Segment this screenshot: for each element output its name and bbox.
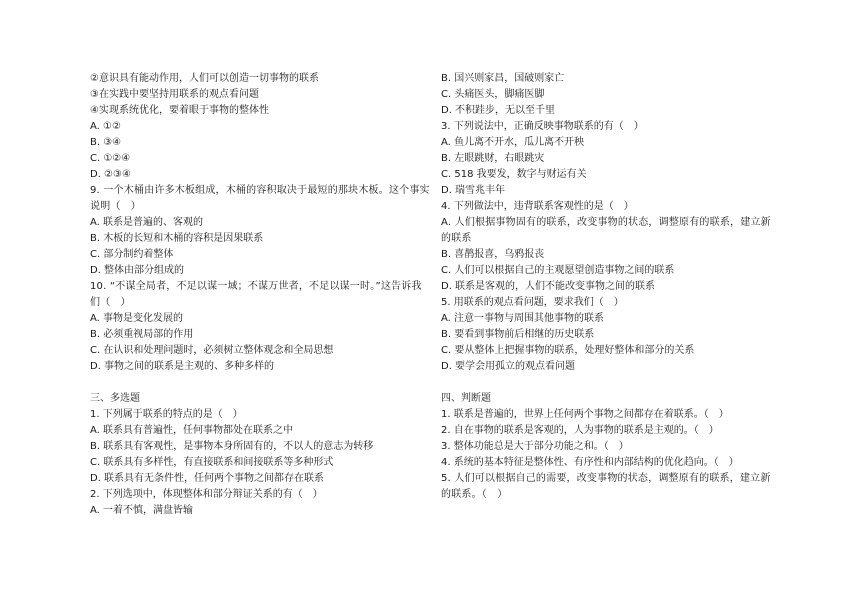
section-title-multiple-choice: 三、多选题 [90,393,140,404]
question-stem: 2. 下列选项中，体现整体和部分辩证关系的有（ ） [90,489,323,500]
question-stem: 4. 下列做法中，违背联系客观性的是（ ） [441,201,634,212]
choice-a: A. 人们根据事物固有的联系，改变事物的状态，调整原有的联系，建立新的联系 [441,217,771,244]
choice-d: D. 联系是客观的，人们不能改变事物之间的联系 [441,281,656,292]
question-9-stem: 9. 一个木桶由许多木板组成，木桶的容积取决于最短的那块木板。这个事实说明（ ） [90,185,430,212]
judgement-item: 2. 自在事物的联系是客观的，人为事物的联系是主观的。（ ） [441,425,719,436]
choice-a: A. 联系是普遍的、客观的 [90,217,204,228]
choice-c: C. 518 我要发，数字与财运有关 [441,169,587,180]
option-line: ③在实践中要坚持用联系的观点看问题 [90,89,259,100]
choice-b: B. 喜鹊报喜，乌鸦报丧 [441,249,545,260]
choice-c: C. 头痛医头，脚痛医脚 [441,89,545,100]
choice-a: A. 注意一事物与周围其他事物的联系 [441,313,605,324]
choice-d: D. 联系具有无条件性，任何两个事物之间都存在联系 [90,473,325,484]
section-title-true-false: 四、判断题 [441,393,491,404]
choice-a: A. 一着不慎，满盘皆输 [90,505,194,516]
judgement-item: 3. 整体功能总是大于部分功能之和。（ ） [441,441,629,452]
choice-c: C. 人们可以根据自己的主观愿望创造事物之间的联系 [441,265,675,276]
choice-b: B. 联系具有客观性，是事物本身所固有的，不以人的意志为转移 [90,441,374,452]
choice-c: C. ①②④ [90,153,131,164]
choice-a: A. 鱼儿离不开水，瓜儿离不开秧 [441,137,585,148]
spacer [90,375,430,391]
choice-c: C. 在认识和处理问题时，必须树立整体观念和全局思想 [90,345,334,356]
right-column [441,71,776,503]
choice-a: A. 事物是变化发展的 [90,313,184,324]
choice-d: D. 要学会用孤立的观点看问题 [441,361,576,372]
question-10-stem: 10. “不谋全局者，不足以谋一域；不谋万世者，不足以谋一时。”这告诉我们（ ） [90,281,422,308]
choice-a: A. ①② [90,121,121,132]
choice-d: D. ②③④ [90,169,131,180]
choice-d: D. 瑞雪兆丰年 [441,185,506,196]
choice-b: B. 要看到事物前后相继的历史联系 [441,329,595,340]
left-column [90,71,430,519]
question-stem: 5. 用联系的观点看问题，要求我们（ ） [441,297,624,308]
choice-c: C. 联系具有多样性，有直接联系和间接联系等多种形式 [90,457,334,468]
choice-d: D. 不积跬步，无以至千里 [441,105,556,116]
choice-d: D. 事物之间的联系是主观的、多种多样的 [90,361,275,372]
choice-b: B. 左眼跳财，右眼跳灾 [441,153,545,164]
choice-d: D. 整体由部分组成的 [90,265,185,276]
choice-c: C. 部分制约着整体 [90,249,174,260]
question-stem: 1. 下列属于联系的特点的是（ ） [90,409,243,420]
judgement-item: 4. 系统的基本特征是整体性、有序性和内部结构的优化趋向。（ ） [441,457,739,468]
option-line: ②意识具有能动作用，人们可以创造一切事物的联系 [90,73,319,84]
option-line: ④实现系统优化，要着眼于事物的整体性 [90,105,269,116]
choice-b: B. ③④ [90,137,122,148]
choice-b: B. 必须重视局部的作用 [90,329,194,340]
judgement-item: 5. 人们可以根据自己的需要，改变事物的状态，调整原有的联系，建立新的联系。（ ） [441,473,771,500]
choice-a: A. 联系具有普遍性，任何事物都处在联系之中 [90,425,294,436]
choice-b: B. 国兴则家昌，国破则家亡 [441,73,565,84]
question-stem: 3. 下列说法中，正确反映事物联系的有（ ） [441,121,644,132]
choice-b: B. 木板的长短和木桶的容积是因果联系 [90,233,264,244]
spacer [441,375,776,391]
choice-c: C. 要从整体上把握事物的联系，处理好整体和部分的关系 [441,345,695,356]
judgement-item: 1. 联系是普遍的，世界上任何两个事物之间都存在着联系。（ ） [441,409,729,420]
